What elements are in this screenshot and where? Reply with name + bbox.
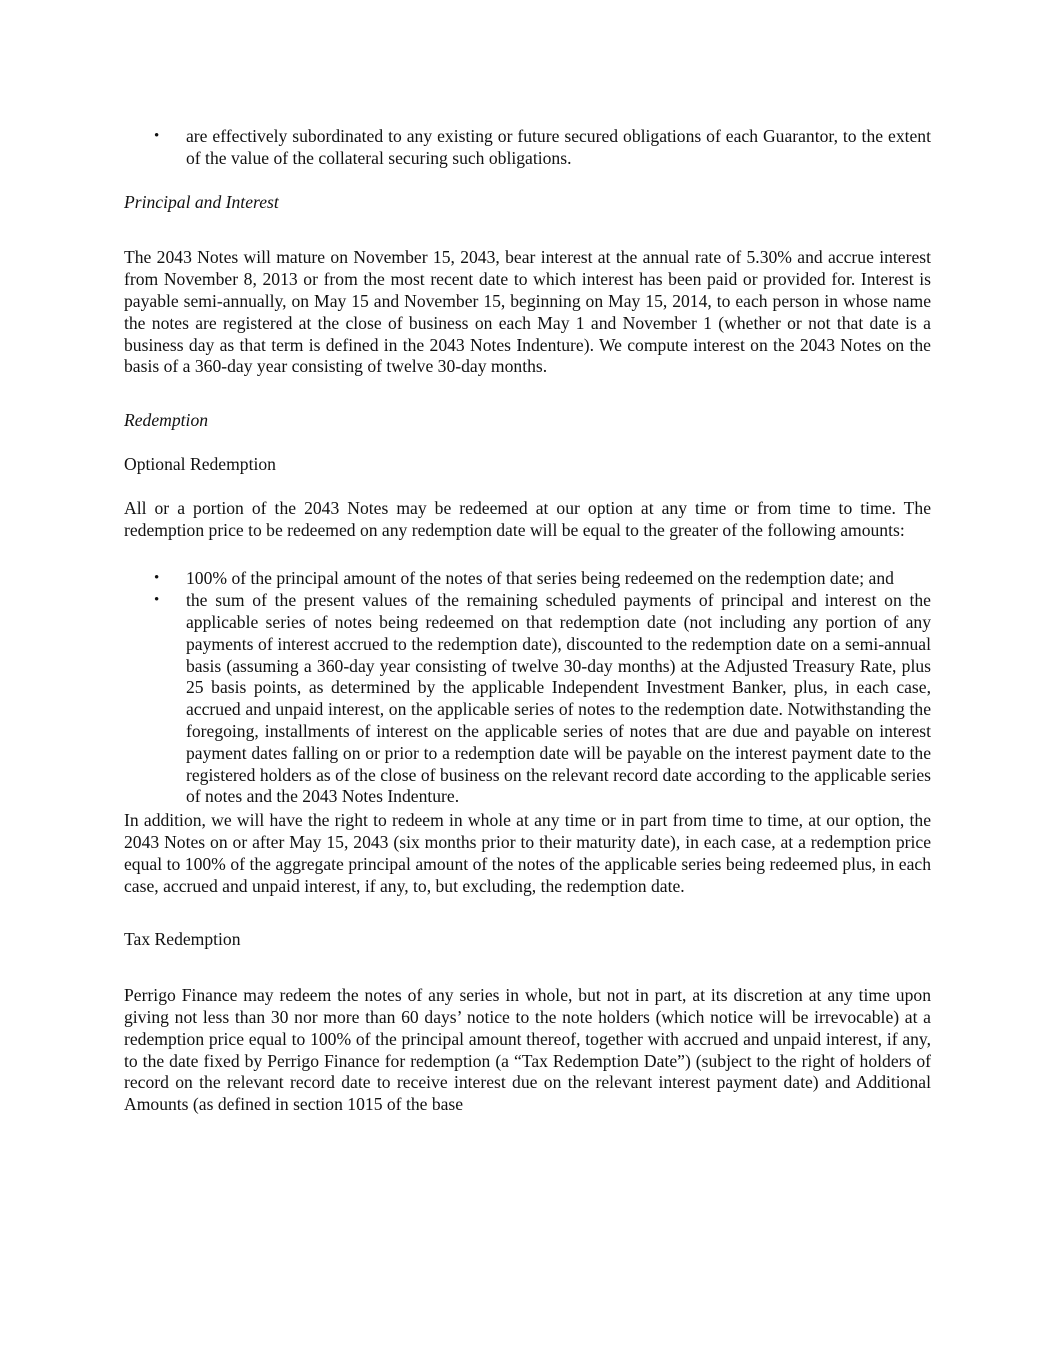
principal-interest-paragraph: The 2043 Notes will mature on November 15, 2043, bear interest at the annual rate of 5.30% and accrue interest from November 8, 2013 or from the most recent date to which interest has been paid or provided for. Interest is payable semi-annually, on May 15 and November 15, beginning on May 15, 2014, to each person in whose name the notes are registered at the close of business on each May 1 and November 1 (whether or not that date is a business day as that term is defined in the 2043 Notes Indenture). We compute interest on the 2043 Notes on the basis of a 360-day year consisting of twelve 30-day months. [124, 247, 931, 377]
bullet-icon: • [154, 570, 160, 587]
additional-redemption-paragraph: In addition, we will have the right to redeem in whole at any time or in part from time to time, at our option, the 2043 Notes on or after May 15, 2043 (six months prior to their maturity date), in each case, at a redemption price equal to 100% of the aggregate principal amount of the notes of the applicable series being redeemed plus, in each case, accrued and unpaid interest, if any, to, but excluding, the redemption date. [124, 810, 931, 896]
redemption-bullet-item [124, 590, 931, 808]
document-page [124, 126, 931, 1116]
intro-bullet-list [124, 126, 931, 170]
tax-redemption-heading: Tax Redemption [124, 929, 241, 950]
intro-bullet-item [124, 126, 931, 170]
redemption-heading: Redemption [124, 410, 209, 431]
optional-redemption-paragraph: All or a portion of the 2043 Notes may be redeemed at our option at any time or from time to time. The redemption price to be redeemed on any redemption date will be equal to the greater of the following amounts: [124, 497, 931, 540]
redemption-bullet-list [124, 568, 931, 808]
optional-redemption-heading: Optional Redemption [124, 453, 276, 474]
redemption-bullet-text: 100% of the principal amount of the notes of that series being redeemed on the redemption date; and [186, 568, 894, 589]
bullet-icon: • [154, 592, 160, 609]
redemption-bullet-text: the sum of the present values of the remaining scheduled payments of principal and interest on the applicable series of notes being redeemed on that redemption date (not including any portion of any payments of interest accrued to the redemption date), discounted to the redemption date on a semi-annual basis (assuming a 360-day year consisting of twelve 30-day months) at the Adjusted Treasury Rate, plus 25 basis points, as determined by the applicable Independent Investment Banker, plus, in each case, accrued and unpaid interest, on the applicable series of notes to the redemption date. Notwithstanding the foregoing, installments of interest on the applicable series of notes that are due and payable on interest payment dates falling on or prior to a redemption date will be payable on the interest payment date to the registered holders as of the close of business on the relevant record date according to the applicable series of notes and the 2043 Notes Indenture. [186, 590, 931, 807]
tax-redemption-paragraph: Perrigo Finance may redeem the notes of any series in whole, but not in part, at its discretion at any time upon giving not less than 30 nor more than 60 days’ notice to the note holders (which notice will be irrevocable) at a redemption price equal to 100% of the principal amount thereof, together with accrued and unpaid interest, if any, to the date fixed by Perrigo Finance for redemption (a “Tax Redemption Date”) (subject to the right of holders of record on the relevant record date to receive interest due on the relevant interest payment date) and Additional Amounts (as defined in section 1015 of the base [124, 985, 931, 1115]
principal-interest-heading: Principal and Interest [124, 191, 279, 212]
bullet-icon: • [154, 128, 160, 144]
redemption-bullet-item [124, 568, 931, 590]
intro-bullet-text: are effectively subordinated to any existing or future secured obligations of each Guarantor, to the extent of the value of the collateral securing such obligations. [186, 126, 931, 168]
